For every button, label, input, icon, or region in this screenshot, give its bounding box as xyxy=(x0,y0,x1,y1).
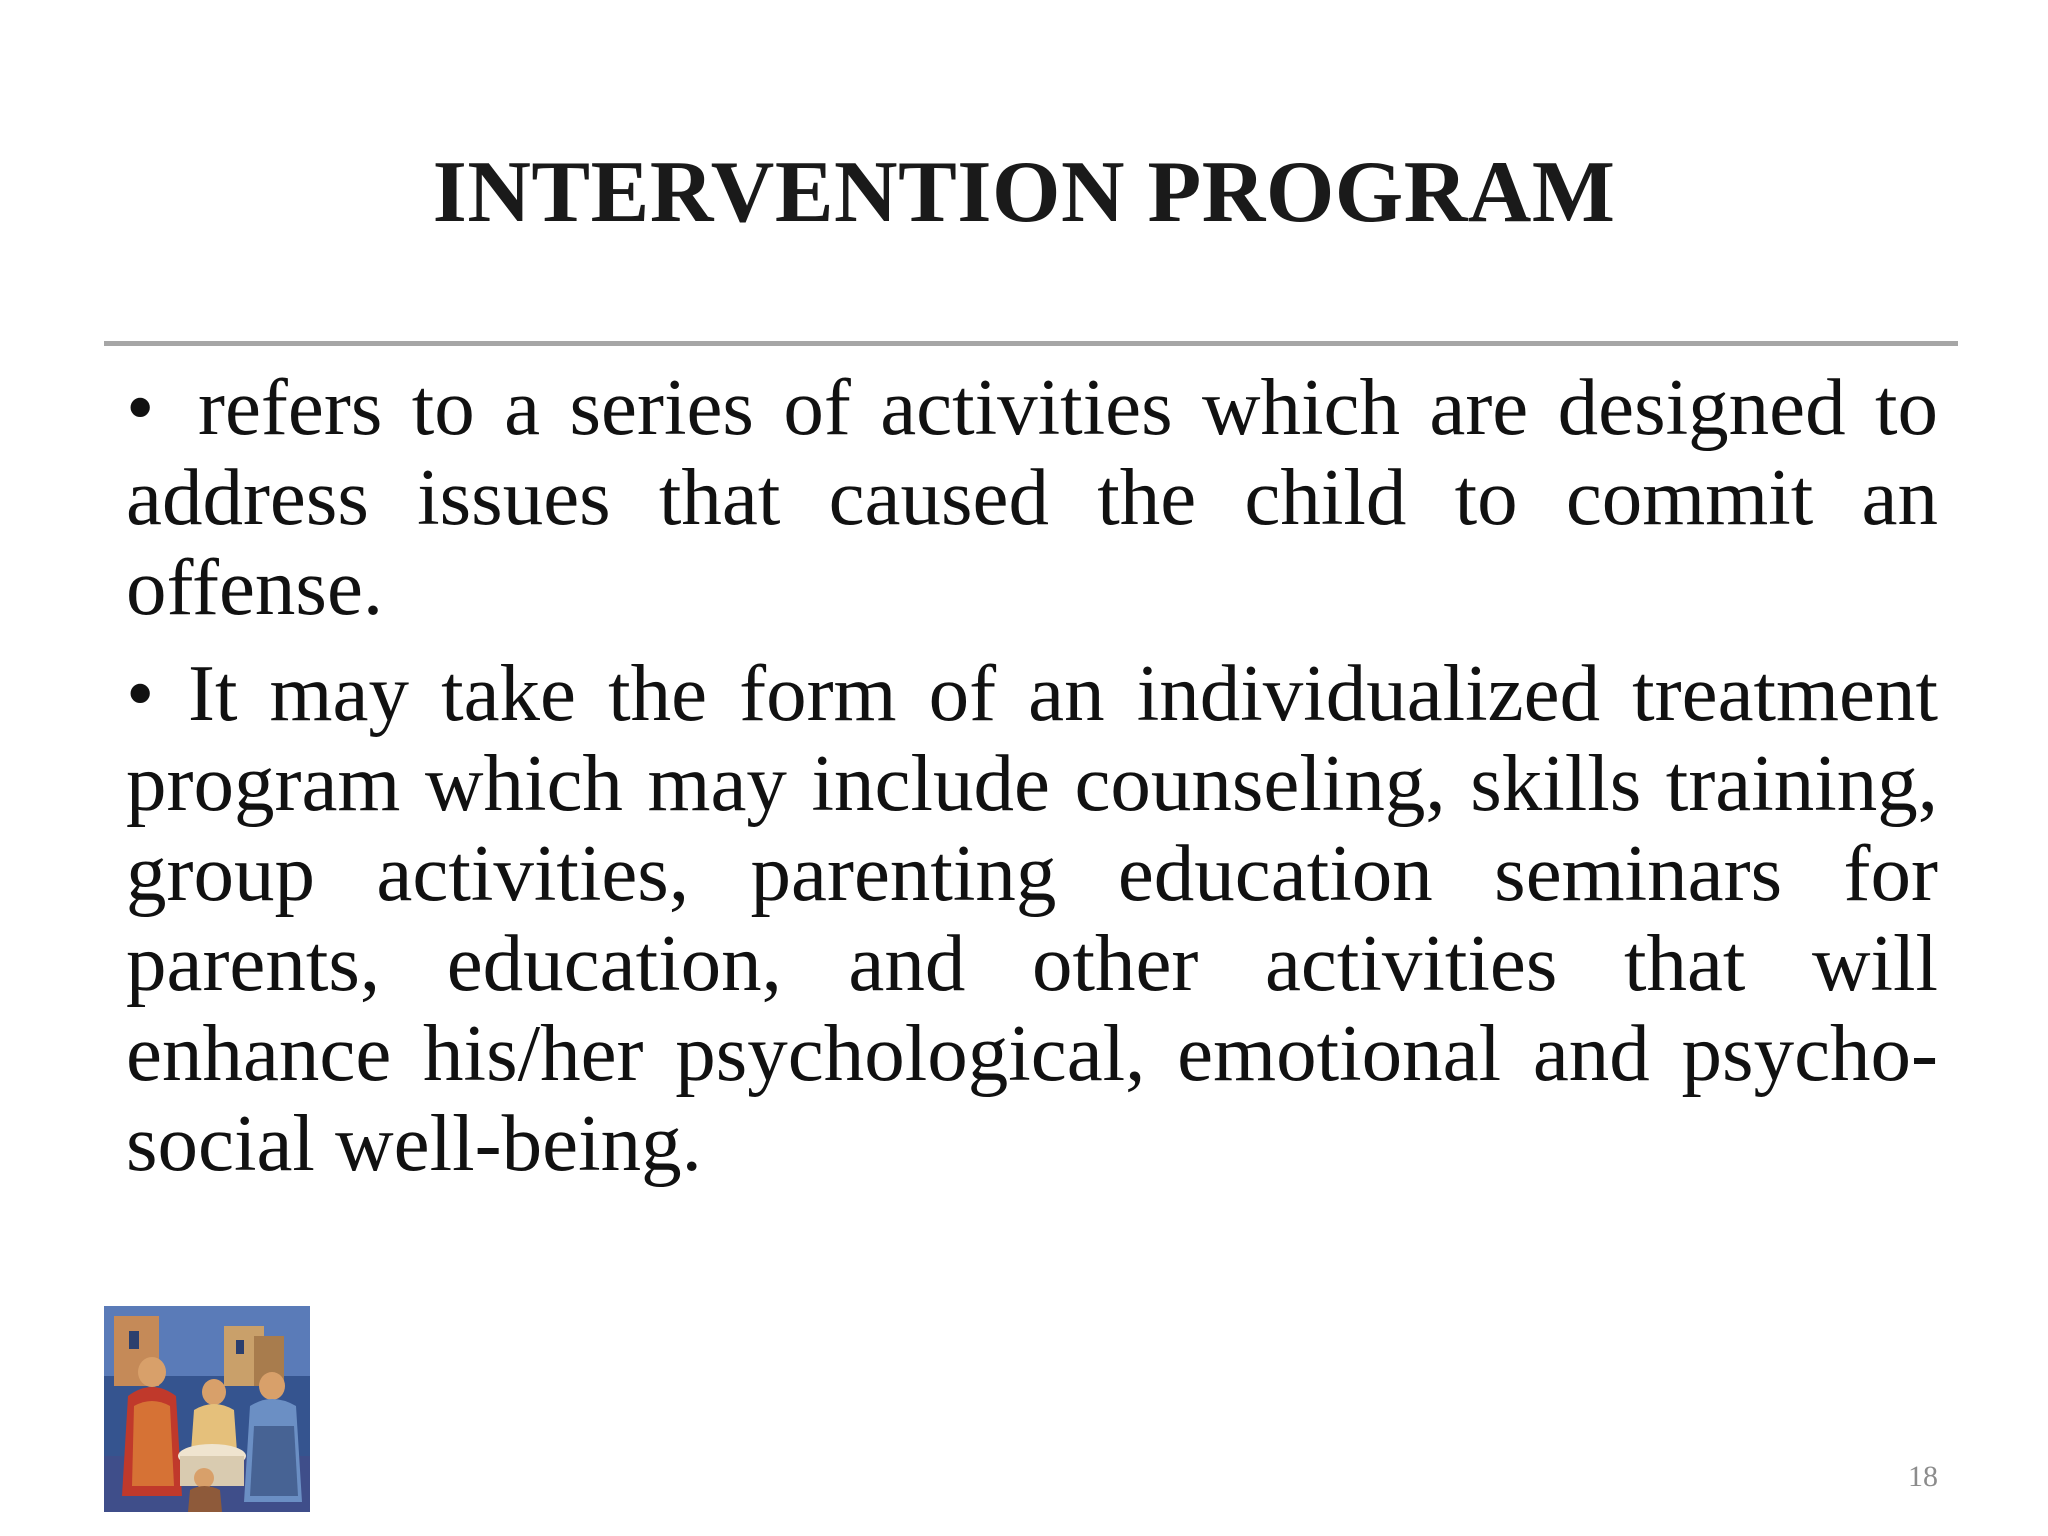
bullet-item xyxy=(126,362,1938,632)
page-number: 18 xyxy=(1908,1460,1938,1493)
title-divider xyxy=(104,341,1958,346)
bullet-marker: • xyxy=(126,362,155,452)
religious-painting-icon xyxy=(104,1306,310,1512)
bullet-item xyxy=(126,648,1938,1188)
slide-body xyxy=(126,362,1938,1204)
bullet-text: refers to a series of activities which are designed to address issues that caused the child to commit an offense. xyxy=(126,362,1938,632)
bullet-marker: • xyxy=(126,648,155,738)
slide-title: INTERVENTION PROGRAM xyxy=(432,144,1616,241)
bullet-text: It may take the form of an individualized treatment program which may include counseling, skills training, group activities, parenting education seminars for parents, education, and other activities that will enhance his/her psychological, emotional and psycho-social well-being. xyxy=(126,648,1938,1188)
